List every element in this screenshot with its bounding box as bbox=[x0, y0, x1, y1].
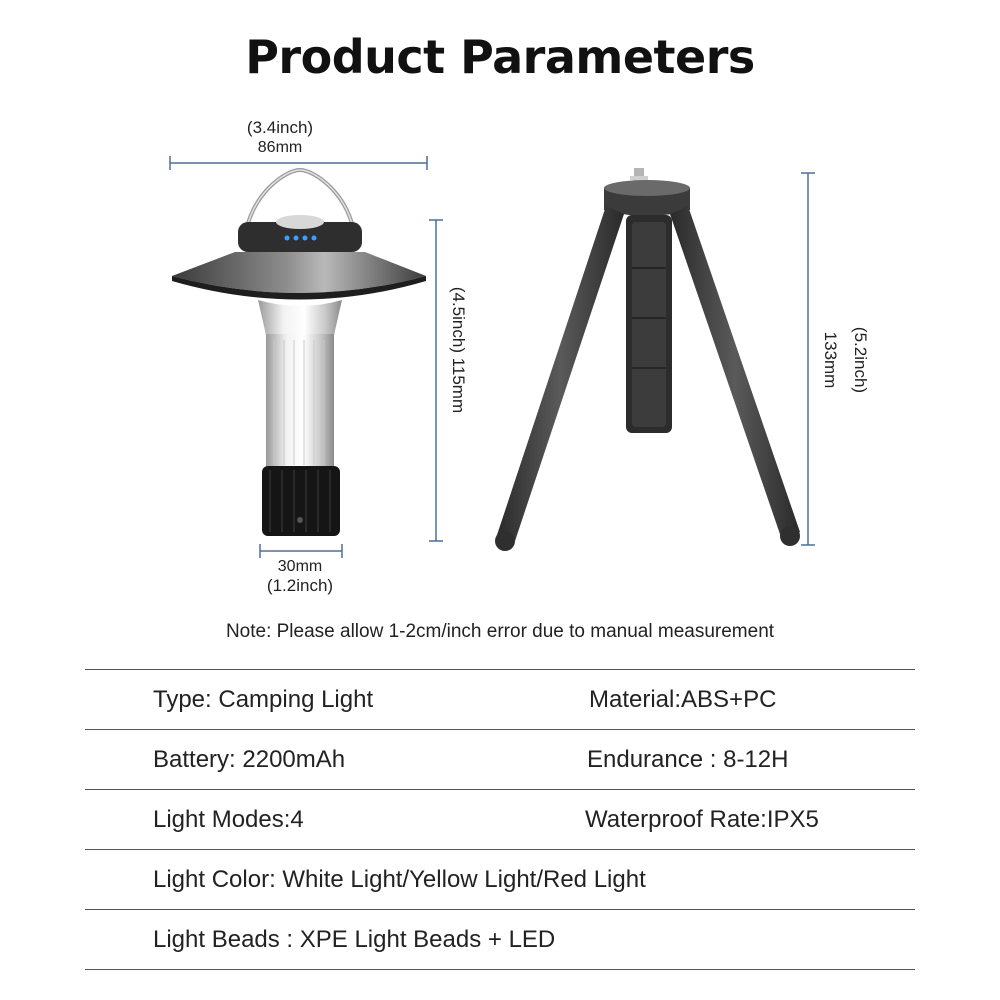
spec-light-modes: Light Modes:4 bbox=[153, 806, 304, 833]
lamp-height-label: (4.5inch) 115mm bbox=[449, 286, 468, 414]
spec-endurance: Endurance : 8-12H bbox=[587, 746, 789, 773]
spec-battery: Battery: 2200mAh bbox=[153, 746, 346, 773]
table-divider bbox=[85, 909, 915, 910]
table-divider bbox=[85, 849, 915, 850]
table-divider bbox=[85, 969, 915, 970]
table-divider bbox=[85, 669, 915, 670]
spec-light-beads: Light Beads : XPE Light Beads + LED bbox=[153, 926, 556, 953]
table-divider bbox=[85, 789, 915, 790]
tripod-image bbox=[495, 168, 800, 551]
table-divider bbox=[85, 729, 915, 730]
base-width-inch-label: (1.2inch) bbox=[266, 576, 334, 595]
spec-light-color: Light Color: White Light/Yellow Light/Red Light bbox=[153, 866, 646, 893]
spec-waterproof: Waterproof Rate:IPX5 bbox=[585, 806, 819, 833]
measurement-note: Note: Please allow 1-2cm/inch error due to manual measurement bbox=[225, 621, 775, 642]
base-width-mm-label: 30mm bbox=[277, 558, 323, 575]
spec-type: Type: Camping Light bbox=[153, 686, 374, 713]
tripod-height-mm-label: 133mm bbox=[821, 331, 840, 389]
lamp-width-inch-label: (3.4inch) bbox=[246, 118, 314, 137]
spec-material: Material:ABS+PC bbox=[589, 686, 777, 713]
page-title: Product Parameters bbox=[245, 30, 755, 84]
lamp-width-mm-label: 86mm bbox=[257, 139, 303, 156]
tripod-height-inch-label: (5.2inch) bbox=[851, 326, 870, 394]
camping-lamp-image bbox=[172, 170, 426, 536]
